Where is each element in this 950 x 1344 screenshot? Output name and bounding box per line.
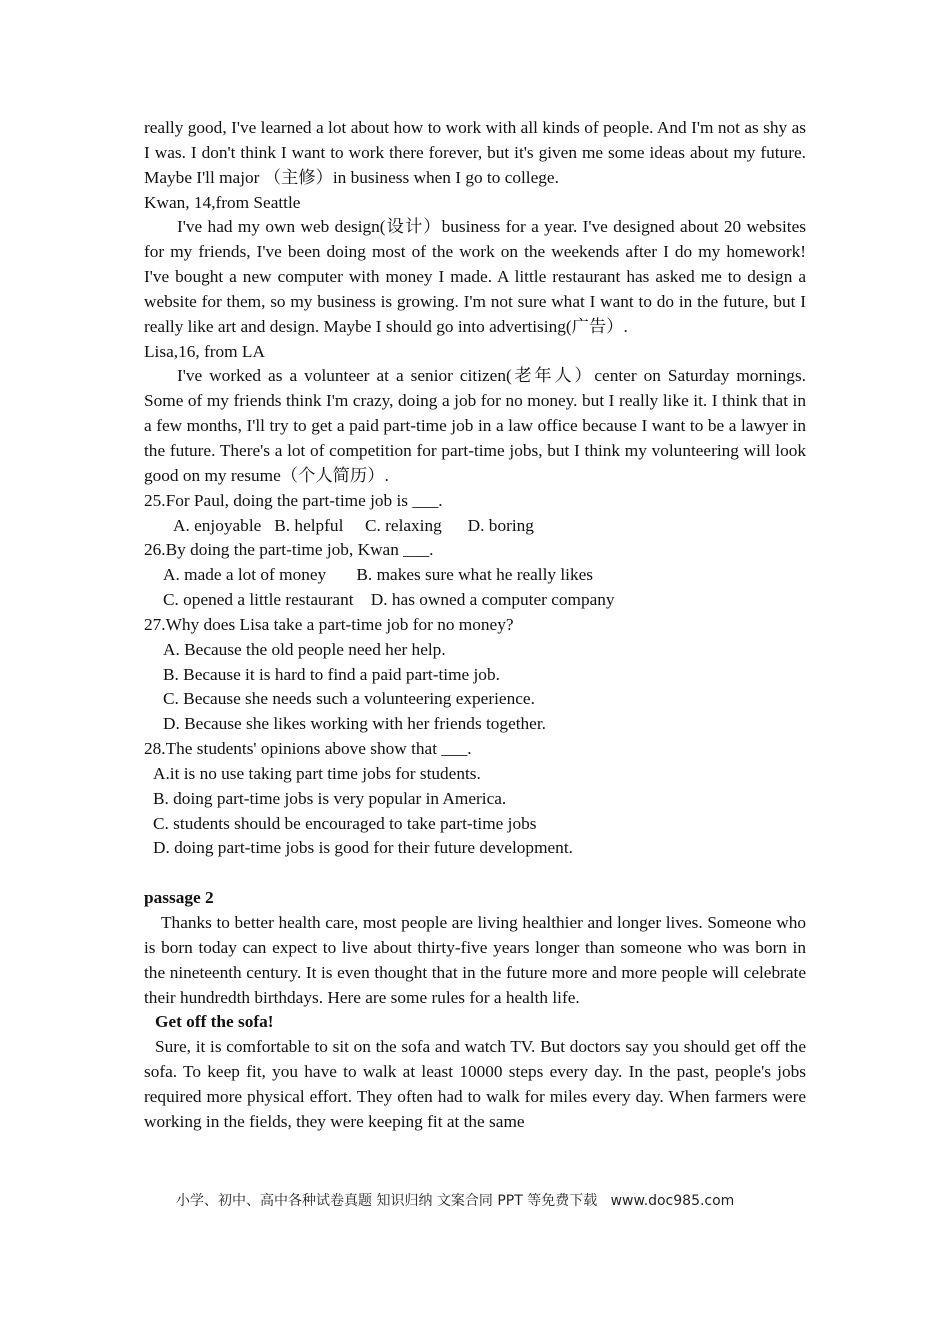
- passage-2-body: Sure, it is comfortable to sit on the sofa and watch TV. But doctors say you should get off the sofa. To keep fit, you have to walk at least 10000 steps every day. In the past, people's jobs required more physical effort. They often had to walk for miles every day. When farmers were working in the fields, they were keeping fit at the same: [144, 1037, 806, 1131]
- question-27-option-b: B. Because it is hard to find a paid part-time job.: [163, 664, 500, 684]
- passage-2-heading: Get off the sofa!: [155, 1012, 274, 1032]
- question-27-option-a: A. Because the old people need her help.: [163, 639, 446, 659]
- document-page: [144, 116, 806, 1135]
- passage-2-title: passage 2: [144, 888, 214, 908]
- lisa-paragraph: I've worked as a volunteer at a senior citizen(老年人）center on Saturday mornings. Some of my friends think I'm crazy, doing a job for no money. but I really like it. I think that in a few months, I'll try to get a paid part-time job in a law office because I want to be a lawyer in the future. There's a lot of competition for part-time jobs, but I think my volunteering will look good on my resume（个人简历）.: [144, 366, 806, 485]
- question-27-option-d: D. Because she likes working with her friends together.: [163, 714, 546, 734]
- question-26-stem: 26.By doing the part-time job, Kwan ___.: [144, 540, 434, 560]
- question-28-option-a: A.it is no use taking part time jobs for students.: [153, 763, 481, 783]
- question-25-stem: 25.For Paul, doing the part-time job is ___.: [144, 490, 443, 510]
- question-28-option-d: D. doing part-time jobs is good for their future development.: [153, 838, 573, 858]
- paul-paragraph-end: really good, I've learned a lot about how to work with all kinds of people. And I'm not as shy as I was. I don't think I want to work there forever, but it's given me some ideas about my future. Maybe I'll major （主修）in business when I go to college.: [144, 118, 806, 187]
- question-25-options: A. enjoyable B. helpful C. relaxing D. boring: [173, 515, 534, 535]
- question-28-option-c: C. students should be encouraged to take part-time jobs: [153, 813, 537, 833]
- lisa-header: Lisa,16, from LA: [144, 341, 265, 361]
- section-spacer: [144, 861, 806, 886]
- question-26-options-line2: C. opened a little restaurant D. has owned a computer company: [163, 590, 615, 610]
- question-27-option-c: C. Because she needs such a volunteering experience.: [163, 689, 535, 709]
- question-28-stem: 28.The students' opinions above show that ___.: [144, 739, 472, 759]
- passage-2-intro: Thanks to better health care, most people are living healthier and longer lives. Someone who is born today can expect to live about thirty-five years longer than someone who was born in the nineteenth century. It is even thought that in the future more and more people will celebrate their hundredth birthdays. Here are some rules for a health life.: [144, 913, 806, 1007]
- kwan-header: Kwan, 14,from Seattle: [144, 192, 301, 212]
- question-27-stem: 27.Why does Lisa take a part-time job for no money?: [144, 614, 514, 634]
- page-footer: 小学、初中、高中各种试卷真题 知识归纳 文案合同 PPT 等免费下载 www.doc985.com: [176, 1193, 735, 1209]
- kwan-paragraph: I've had my own web design(设计）business for a year. I've designed about 20 websites for my friends, I've been doing most of the work on the weekends after I do my homework! I've bought a new computer with money I made. A little restaurant has asked me to design a website for them, so my business is growing. I'm not sure what I want to do in the future, but I really like art and design. Maybe I should go into advertising(广告）.: [144, 217, 806, 336]
- question-28-option-b: B. doing part-time jobs is very popular in America.: [153, 788, 507, 808]
- question-26-options-line1: A. made a lot of money B. makes sure what he really likes: [163, 565, 593, 585]
